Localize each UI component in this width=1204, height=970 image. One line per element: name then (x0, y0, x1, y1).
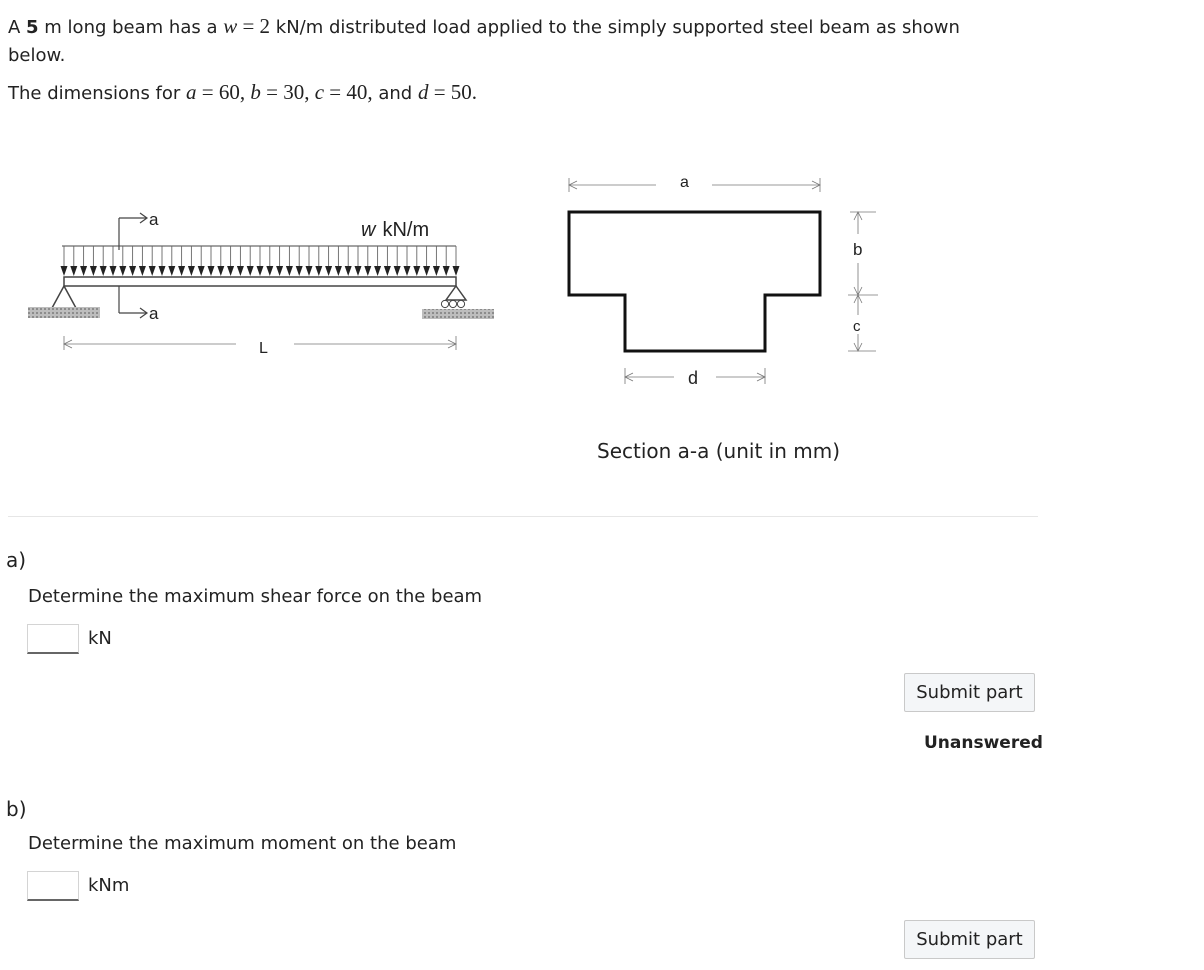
load-arrow-icon (168, 266, 175, 276)
load-arrow-icon (306, 266, 313, 276)
load-w-symbol: w (361, 219, 376, 241)
load-arrow-icon (394, 266, 401, 276)
section-caption: Section a-a (unit in mm) (597, 439, 841, 463)
load-arrow-icon (227, 266, 234, 276)
load-arrow-icon (384, 266, 391, 276)
d-symbol: d (417, 80, 429, 104)
part-a-status: Unanswered (924, 733, 1043, 753)
load-arrow-icon (345, 266, 352, 276)
load-arrow-icon (315, 266, 322, 276)
dimensions-text: and (372, 83, 418, 104)
beam (64, 277, 456, 286)
load-arrow-icon (413, 266, 420, 276)
problem-figure (0, 160, 1204, 480)
load-arrow-icon (139, 266, 146, 276)
a-symbol: a (186, 80, 197, 104)
dimension-b-label: b (853, 240, 863, 259)
c-symbol: c (314, 80, 325, 104)
dimension-a-label: a (680, 174, 689, 191)
part-b-answer-input[interactable] (27, 871, 79, 901)
problem-text: kN/m distributed load applied to the simply supported steel beam as shown below. (8, 17, 960, 66)
load-arrow-icon (404, 266, 411, 276)
load-arrow-icon (129, 266, 136, 276)
a-value: = 60, (196, 80, 251, 104)
distributed-load (61, 246, 460, 276)
beam-diagram (28, 210, 494, 357)
load-arrow-icon (325, 266, 332, 276)
dimension-a (569, 178, 820, 192)
problem-statement (8, 12, 1008, 116)
t-section-shape (569, 212, 820, 351)
load-arrow-icon (364, 266, 371, 276)
part-a-answer-input[interactable] (27, 624, 79, 654)
beam-length-value: 5 (26, 17, 39, 38)
problem-text: m long beam has a (38, 17, 224, 38)
load-arrow-icon (110, 266, 117, 276)
part-a-label: a) (6, 548, 27, 572)
load-arrow-icon (237, 266, 244, 276)
problem-text-line-1 (8, 12, 1008, 70)
d-value: = 50. (428, 80, 478, 104)
load-arrow-icon (149, 266, 156, 276)
dimension-d-label: d (688, 368, 699, 388)
load-arrow-icon (119, 266, 126, 276)
part-b-submit-button[interactable]: Submit part (904, 920, 1035, 959)
load-arrow-icon (70, 266, 77, 276)
roller-support-icon (422, 286, 494, 319)
load-arrow-icon (453, 266, 460, 276)
load-arrow-icon (90, 266, 97, 276)
load-arrow-icon (178, 266, 185, 276)
load-arrow-icon (266, 266, 273, 276)
pin-support-icon (28, 286, 100, 318)
b-symbol: b (250, 80, 261, 104)
load-arrow-icon (296, 266, 303, 276)
load-arrow-icon (61, 266, 68, 276)
load-arrow-icon (433, 266, 440, 276)
part-a-unit: kN (88, 628, 112, 649)
w-symbol: w (223, 14, 238, 38)
load-arrow-icon (208, 266, 215, 276)
c-value: = 40, (324, 80, 373, 104)
load-label (361, 219, 429, 241)
load-arrow-icon (217, 266, 224, 276)
b-value: = 30, (260, 80, 315, 104)
load-arrow-icon (159, 266, 166, 276)
w-value: = 2 (237, 14, 271, 38)
load-arrow-icon (374, 266, 381, 276)
load-arrow-icon (188, 266, 195, 276)
part-a-question: Determine the maximum shear force on the beam (28, 586, 483, 607)
load-arrow-icon (355, 266, 362, 276)
divider (8, 516, 1038, 517)
load-arrow-icon (100, 266, 107, 276)
part-a-submit-button[interactable]: Submit part (904, 673, 1035, 712)
section-mark-bottom-label: a (149, 304, 159, 323)
dimensions-text: The dimensions for (8, 83, 187, 104)
section-mark-top-label: a (149, 210, 159, 229)
part-b-question: Determine the maximum moment on the beam (28, 833, 457, 854)
cross-section-diagram (569, 174, 878, 463)
part-b-unit: kNm (88, 875, 130, 896)
span-label: L (259, 340, 268, 357)
load-arrow-icon (443, 266, 450, 276)
load-arrow-icon (257, 266, 264, 276)
dimension-c-label: c (853, 318, 861, 335)
problem-text: A (8, 17, 27, 38)
problem-text-line-2 (8, 78, 1008, 108)
load-arrow-icon (423, 266, 430, 276)
part-b-label: b) (6, 797, 27, 821)
load-arrow-icon (335, 266, 342, 276)
load-arrow-icon (286, 266, 293, 276)
load-arrow-icon (80, 266, 87, 276)
load-arrow-icon (247, 266, 254, 276)
load-unit: kN/m (382, 219, 430, 241)
load-arrow-icon (276, 266, 283, 276)
load-arrow-icon (198, 266, 205, 276)
